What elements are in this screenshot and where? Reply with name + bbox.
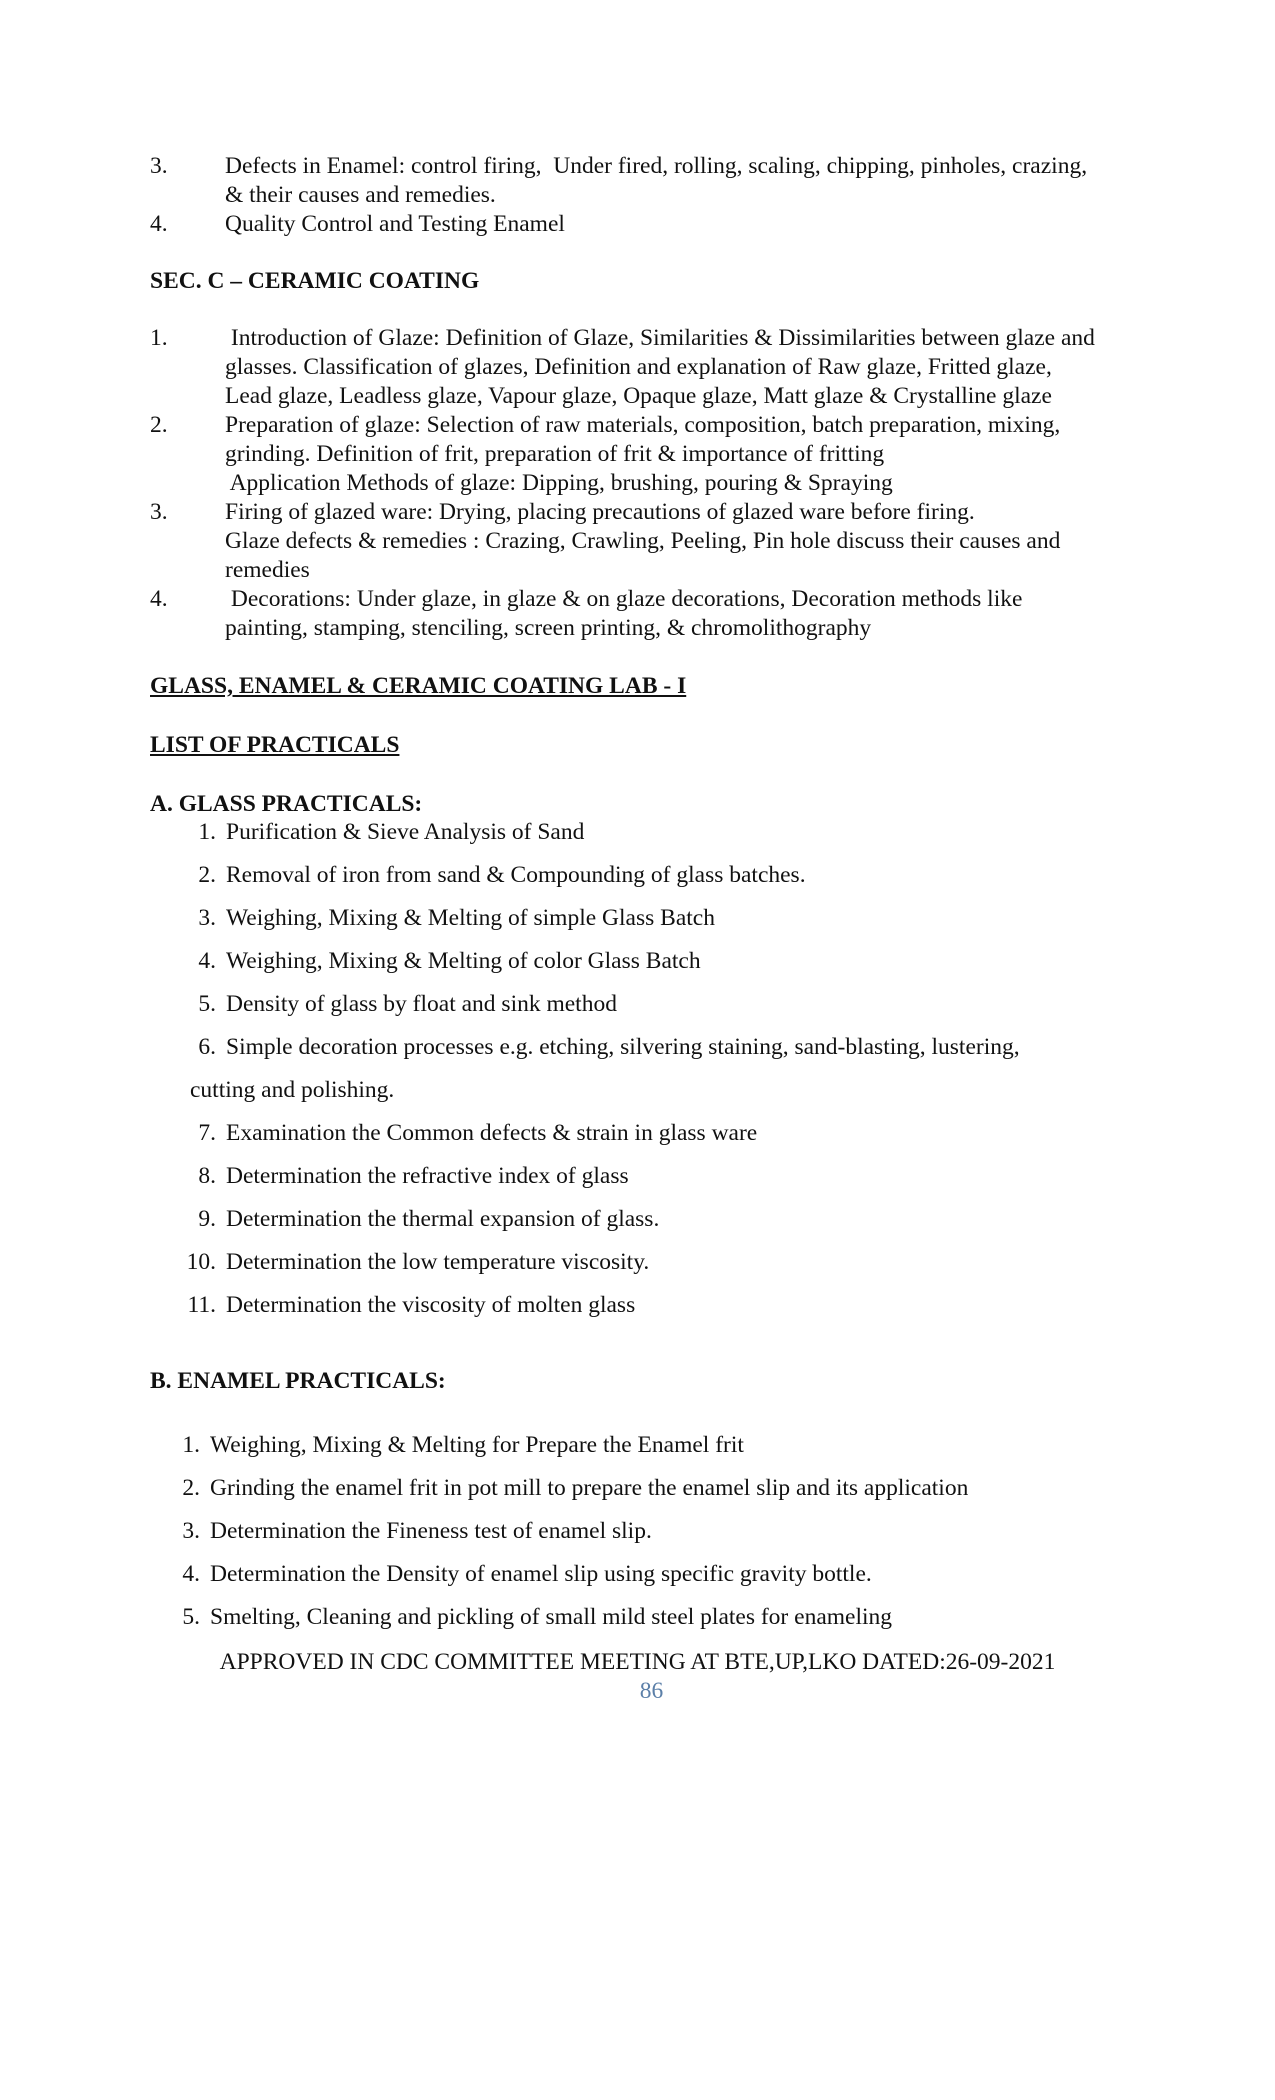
- numbered-item: [150, 152, 1160, 210]
- practical-item: [186, 1241, 1166, 1284]
- practical-text: Determination the low temperature viscosity.: [226, 1249, 650, 1275]
- practical-item: [178, 1424, 1158, 1467]
- item-number: 4.: [150, 211, 168, 237]
- practical-number: 8.: [198, 1163, 216, 1189]
- item-text-line: Application Methods of glaze: Dipping, brushing, pouring & Spraying: [225, 470, 893, 496]
- practical-text: Determination the thermal expansion of glass.: [226, 1206, 660, 1232]
- practical-text: Examination the Common defects & strain in glass ware: [226, 1120, 758, 1146]
- practical-text: Removal of iron from sand & Compounding of glass batches.: [226, 862, 806, 888]
- practical-number: 9.: [198, 1206, 216, 1232]
- enamel-topics-continued: [150, 152, 1160, 239]
- practical-text: Simple decoration processes e.g. etching, silvering staining, sand-blasting, lustering,: [226, 1034, 1020, 1060]
- practical-item: [186, 1026, 1166, 1069]
- practical-number: 5.: [182, 1604, 200, 1630]
- item-text-line: grinding. Definition of frit, preparation of frit & importance of fritting: [225, 441, 885, 467]
- item-number: 3.: [150, 153, 168, 179]
- practical-item: [186, 1284, 1166, 1327]
- practical-text: Determination the viscosity of molten glass: [226, 1292, 636, 1318]
- practical-item: [178, 1596, 1158, 1639]
- item-text-line: painting, stamping, stenciling, screen printing, & chromolithography: [225, 615, 872, 641]
- numbered-item: [150, 210, 1160, 239]
- practical-number: 10.: [186, 1249, 216, 1275]
- practical-item: [186, 811, 1166, 854]
- practical-item: [178, 1510, 1158, 1553]
- glass-practicals-list: [186, 811, 1166, 1327]
- item-number: 3.: [150, 499, 168, 525]
- practical-text: Smelting, Cleaning and pickling of small mild steel plates for enameling: [210, 1604, 893, 1630]
- practical-number: 6.: [198, 1034, 216, 1060]
- practical-text: Determination the Fineness test of enamel slip.: [210, 1518, 652, 1544]
- item-number: 2.: [150, 412, 168, 438]
- page-number: 86: [639, 1678, 664, 1704]
- section-c-heading: SEC. C – CERAMIC COATING: [150, 268, 480, 294]
- item-text-line: Preparation of glaze: Selection of raw materials, composition, batch preparation, mixing,: [225, 412, 1061, 438]
- practical-text: Weighing, Mixing & Melting for Prepare the Enamel frit: [210, 1432, 744, 1458]
- practical-number: 3.: [182, 1518, 200, 1544]
- item-text-line: Defects in Enamel: control firing, Under fired, rolling, scaling, chipping, pinholes, crazing,: [225, 153, 1088, 179]
- practical-text: Density of glass by float and sink method: [226, 991, 617, 1017]
- practical-item: [186, 854, 1166, 897]
- lab-title: GLASS, ENAMEL & CERAMIC COATING LAB - I: [150, 673, 687, 699]
- numbered-item: [150, 411, 1160, 498]
- item-text-line: glasses. Classification of glazes, Definition and explanation of Raw glaze, Fritted glaze,: [225, 354, 1052, 380]
- practical-item: [178, 1467, 1158, 1510]
- practical-text: Grinding the enamel frit in pot mill to prepare the enamel slip and its application: [210, 1475, 969, 1501]
- item-text-line: & their causes and remedies.: [225, 182, 496, 208]
- enamel-practicals-heading: B. ENAMEL PRACTICALS:: [150, 1368, 446, 1394]
- practical-item: [186, 983, 1166, 1026]
- practical-text: Weighing, Mixing & Melting of simple Glass Batch: [226, 905, 715, 931]
- numbered-item: [150, 585, 1160, 643]
- item-text-line: Firing of glazed ware: Drying, placing precautions of glazed ware before firing.: [225, 499, 975, 525]
- item-text-line: Glaze defects & remedies : Crazing, Crawling, Peeling, Pin hole discuss their causes and: [225, 528, 1061, 554]
- item-text-line: Lead glaze, Leadless glaze, Vapour glaze, Opaque glaze, Matt glaze & Crystalline glaze: [225, 383, 1052, 409]
- practical-number: 4.: [198, 948, 216, 974]
- practical-text-continued: cutting and polishing.: [190, 1077, 395, 1103]
- numbered-item: [150, 324, 1160, 411]
- practicals-list-title: LIST OF PRACTICALS: [150, 732, 400, 758]
- practical-number: 1.: [198, 819, 216, 845]
- practical-text: Determination the Density of enamel slip using specific gravity bottle.: [210, 1561, 872, 1587]
- practical-number: 5.: [198, 991, 216, 1017]
- practical-number: 2.: [198, 862, 216, 888]
- practical-text: Determination the refractive index of glass: [226, 1163, 629, 1189]
- practical-number: 2.: [182, 1475, 200, 1501]
- enamel-practicals-list: [178, 1424, 1158, 1639]
- item-number: 1.: [150, 325, 168, 351]
- practical-text: Weighing, Mixing & Melting of color Glass Batch: [226, 948, 701, 974]
- practical-item: [186, 940, 1166, 983]
- practical-number: 7.: [198, 1120, 216, 1146]
- item-text-line: Decorations: Under glaze, in glaze & on glaze decorations, Decoration methods like: [225, 586, 1023, 612]
- practical-item: [186, 897, 1166, 940]
- glass-practicals-heading: A. GLASS PRACTICALS:: [150, 791, 423, 817]
- approval-footer: APPROVED IN CDC COMMITTEE MEETING AT BTE,UP,LKO DATED:26-09-2021: [219, 1649, 1056, 1675]
- item-text-line: remedies: [225, 557, 310, 583]
- practical-item: [186, 1198, 1166, 1241]
- practical-number: 4.: [182, 1561, 200, 1587]
- item-text-line: Introduction of Glaze: Definition of Glaze, Similarities & Dissimilarities between glaze and: [225, 325, 1095, 351]
- practical-item: [186, 1155, 1166, 1198]
- item-number: 4.: [150, 586, 168, 612]
- section-c-topics: [150, 324, 1160, 643]
- practical-number: 1.: [182, 1432, 200, 1458]
- practical-text: Purification & Sieve Analysis of Sand: [226, 819, 585, 845]
- practical-number: 11.: [187, 1292, 216, 1318]
- item-text-line: Quality Control and Testing Enamel: [225, 211, 565, 237]
- practical-item: [186, 1112, 1166, 1155]
- numbered-item: [150, 498, 1160, 585]
- practical-item: [178, 1553, 1158, 1596]
- practical-number: 3.: [198, 905, 216, 931]
